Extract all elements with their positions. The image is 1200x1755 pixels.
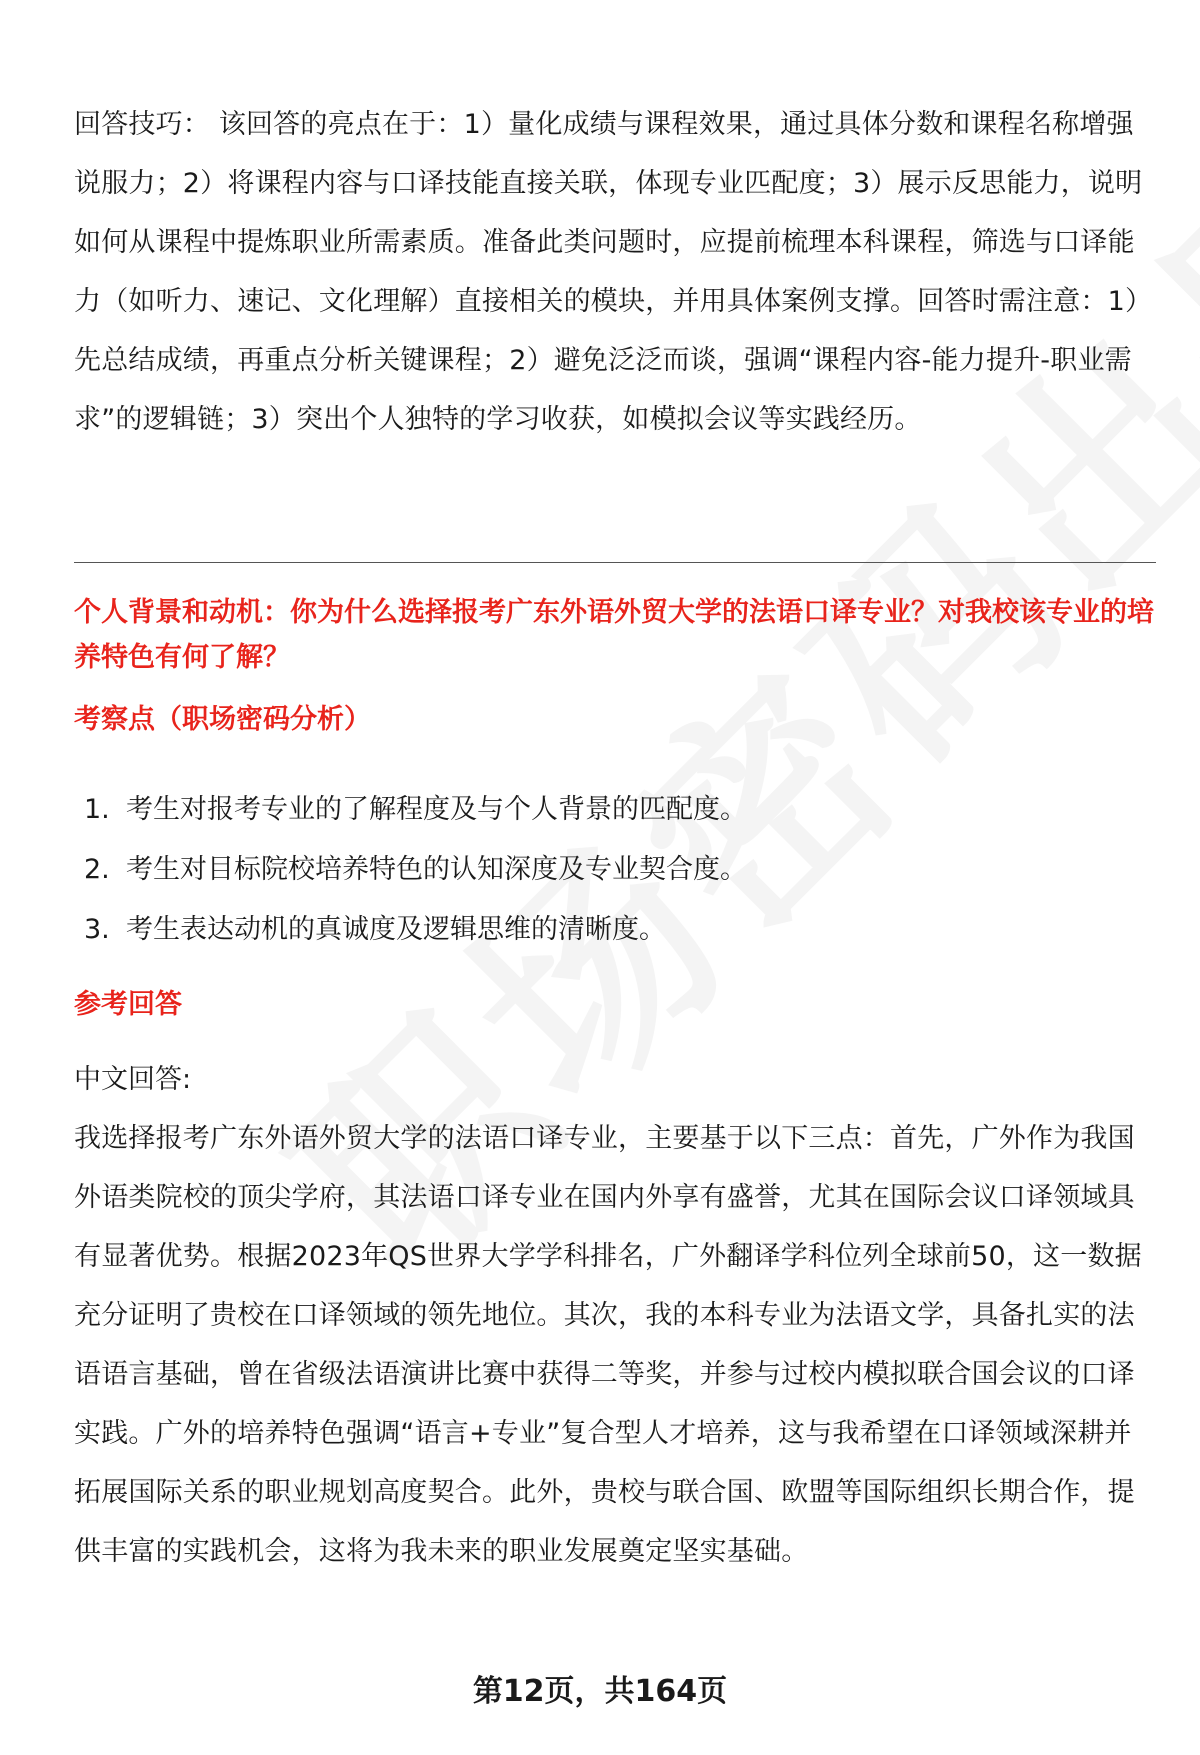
reference-answer-heading: 参考回答: [74, 989, 182, 1020]
exam-point-item: [74, 900, 1156, 960]
answer-tips-paragraph: 回答技巧： 该回答的亮点在于：1）量化成绩与课程效果，通过具体分数和课程名称增强说服力；2）将课程内容与口译技能直接关联，体现专业匹配度；3）展示反思能力，说明如何从课程中提炼职业所需素质。准备此类问题时，应提前梳理本科课程，筛选与口译能力（如听力、速记、文化理解）直接相关的模块，并用具体案例支撑。回答时需注意：1）先总结成绩，再重点分析关键课程；2）避免泛泛而谈，强调“课程内容-能力提升-职业需求”的逻辑链；3）突出个人独特的学习收获，如模拟会议等实践经历。: [74, 109, 1153, 435]
reference-answer-section: [74, 1050, 1156, 1581]
chinese-answer-label: 中文回答:: [74, 1064, 192, 1095]
exam-point-item: [74, 840, 1156, 900]
section-divider: [74, 562, 1156, 563]
question-title: 个人背景和动机：你为什么选择报考广东外语外贸大学的法语口译专业？对我校该专业的培养特色有何了解？: [74, 597, 1154, 673]
exam-point-number: 2.: [84, 854, 110, 885]
page-number: 第12页，共164页: [472, 1674, 728, 1709]
exam-point-text: 考生对报考专业的了解程度及与个人背景的匹配度。: [126, 794, 747, 825]
reference-answer-paragraph: 我选择报考广东外语外贸大学的法语口译专业，主要基于以下三点：首先，广外作为我国外语类院校的顶尖学府，其法语口译专业在国内外享有盛誉，尤其在国际会议口译领域具有显著优势。根据2023年QS世界大学学科排名，广外翻译学科位列全球前50，这一数据充分证明了贵校在口译领域的领先地位。其次，我的本科专业为法语文学，具备扎实的法语语言基础，曾在省级法语演讲比赛中获得二等奖，并参与过校内模拟联合国会议的口译实践。广外的培养特色强调“语言+专业”复合型人才培养，这与我希望在口译领域深耕并拓展国际关系的职业规划高度契合。此外，贵校与联合国、欧盟等国际组织长期合作，提供丰富的实践机会，这将为我未来的职业发展奠定坚实基础。: [74, 1123, 1142, 1567]
exam-points-list: [74, 780, 1156, 960]
exam-point-text: 考生对目标院校培养特色的认知深度及专业契合度。: [126, 854, 747, 885]
tips-section: [74, 95, 1156, 449]
exam-point-number: 3.: [84, 914, 110, 945]
exam-point-item: [74, 780, 1156, 840]
exam-point-text: 考生表达动机的真诚度及逻辑思维的清晰度。: [126, 914, 666, 945]
exam-point-number: 1.: [84, 794, 110, 825]
exam-points-heading: 考察点（职场密码分析）: [74, 704, 371, 735]
